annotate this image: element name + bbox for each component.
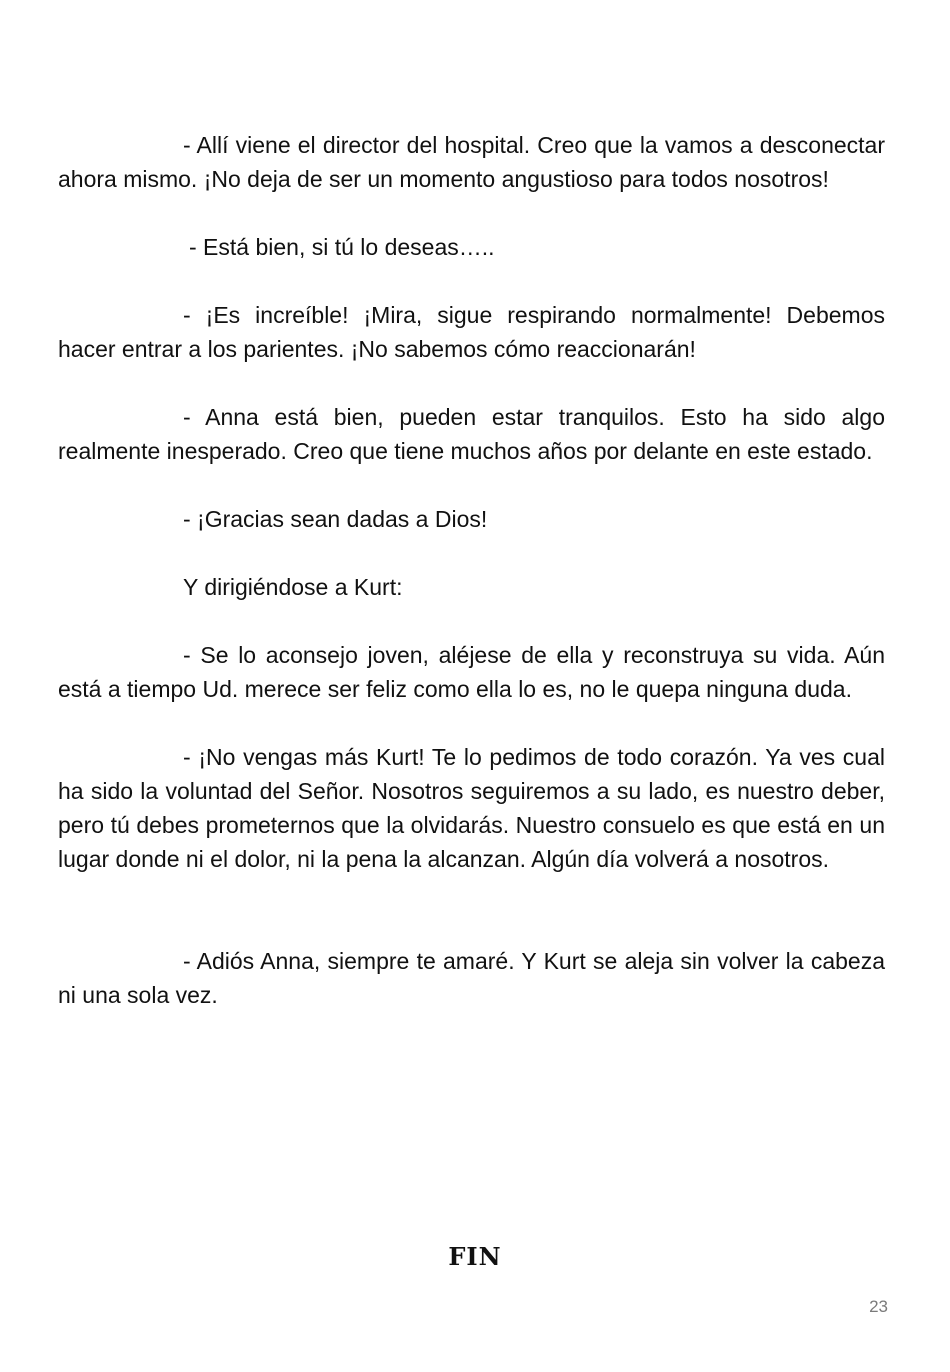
paragraph-consejo: - Se lo aconsejo joven, aléjese de ella y reconstruya su vida. Aún está a tiempo Ud. merece ser feliz como ella lo es, no le quepa ninguna duda.	[58, 642, 885, 702]
paragraph-no-vengas: - ¡No vengas más Kurt! Te lo pedimos de todo corazón. Ya ves cual ha sido la voluntad del Señor. Nosotros seguiremos a su lado, es nuestro deber, pero tú debes prometernos que la olvidarás. Nuestro consuelo es que está en un lugar donde ni el dolor, ni la pena la alcanzan. Algún día volverá a nosotros.	[58, 744, 885, 872]
paragraph-adios: - Adiós Anna, siempre te amaré. Y Kurt se aleja sin volver la cabeza ni una sola vez.	[58, 948, 885, 1008]
page-number: 23	[869, 1297, 888, 1316]
paragraph-increible: - ¡Es increíble! ¡Mira, sigue respirando normalmente! Debemos hacer entrar a los parientes. ¡No sabemos cómo reaccionarán!	[58, 302, 885, 362]
paragraph-dirigiendose: Y dirigiéndose a Kurt:	[183, 574, 403, 600]
body-text	[58, 128, 885, 1012]
closing-fin: FIN	[448, 1242, 502, 1271]
paragraph-director: - Allí viene el director del hospital. Creo que la vamos a desconectar ahora mismo. ¡No deja de ser un momento angustioso para todos nosotros!	[58, 132, 885, 192]
paragraph-esta-bien: - Está bien, si tú lo deseas…..	[189, 234, 495, 260]
paragraph-gracias: - ¡Gracias sean dadas a Dios!	[183, 506, 488, 532]
paragraph-anna-bien: - Anna está bien, pueden estar tranquilos. Esto ha sido algo realmente inesperado. Creo que tiene muchos años por delante en este estado.	[58, 404, 885, 464]
